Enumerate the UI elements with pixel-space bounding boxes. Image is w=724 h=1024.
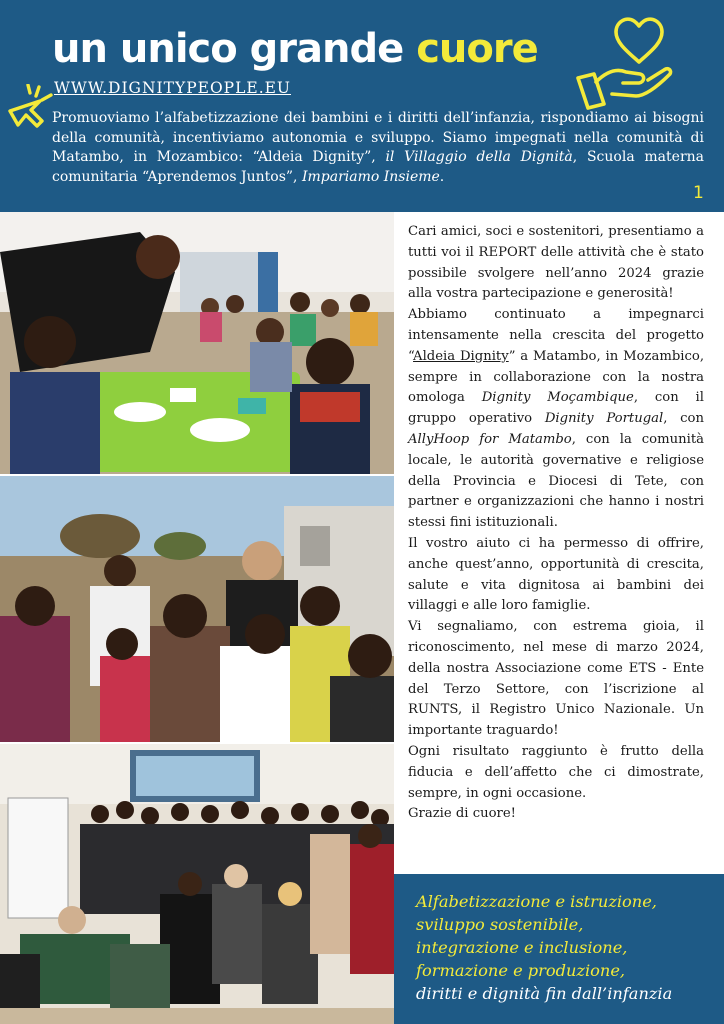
letter-paragraph-project: Abbiamo continuato a impegnarci intensamente nella crescita del progetto “Aldeia Dignity” a Matambo, in Mozambico, sempre in collaborazione con la nostra omologa Dignity Moçambique, con il gruppo operativo Dignity Portugal, con AllyHoop for Matambo, con la comunità locale, le autorità governative e religiose della Provincia e Diocesi di Tete, con partner e organizzazioni che hanno i nostri stessi fini istituzionali. [408,307,705,531]
letter-paragraph-recognition: Vi segnaliamo, con estrema gioia, il riconoscimento, nel mese di marzo 2024, della nostra Associazione come ETS - Ente del Terzo Settore, con l’iscrizione al RUNTS, il Registro Unico Nazionale. Un importante traguardo! [408,619,704,739]
goal-item: diritti e dignità fin dall’infanzia [416,984,673,1003]
title-accent: cuore [416,26,538,72]
goal-item: sviluppo sostenibile, [416,915,584,934]
page-number: 1 [693,183,704,203]
header-banner [0,0,724,212]
letter-paragraph-greeting: Cari amici, soci e sostenitori, presentiamo a tutti voi il REPORT delle attività che è stato possibile svolgere nell’anno 2024 grazie alla vostra partecipazione e generosità! [408,224,704,302]
goals-box [394,874,724,1024]
aldeia-dignity-link[interactable]: Aldeia Dignity [413,348,509,364]
goal-item: integrazione e inclusione, [416,938,628,957]
letter-paragraph-trust: Ogni risultato raggiunto è frutto della fiducia e dell’affetto che ci dimostrate, sempre, in ogni occasione. [408,743,704,801]
photo-group-indoor [0,744,394,1024]
goals-list [394,874,724,1005]
title-main: un unico grande [52,26,404,72]
photo-children-meal [0,212,394,474]
website-link[interactable]: WWW.DIGNITYPEOPLE.EU [54,79,291,97]
letter-body [408,222,704,825]
letter-paragraph-thanks: Grazie di cuore! [408,806,516,822]
heart-hand-icon [566,12,674,110]
goal-item: Alfabetizzazione e istruzione, [416,892,657,911]
intro-text: Promuoviamo l’alfabetizzazione dei bambini e i diritti dell’infanzia, rispondiamo ai bisogni della comunità, incentiviamo autonomia e sviluppo. Siamo impegnati nella comunità di Matambo, in Mozambico: “Aldeia Dignity”, il Villaggio della Dignità, Scuola materna comunitaria “Aprendemos Juntos”, Impariamo Insieme. [52,110,704,185]
page-title [52,26,538,72]
cursor-click-icon [4,84,54,136]
photo-outdoor-highfive [0,476,394,742]
goal-item: formazione e produzione, [416,961,626,980]
letter-paragraph-help: Il vostro aiuto ci ha permesso di offrire, anche quest’anno, opportunità di crescita, salute e vita dignitosa ai bambini dei villaggi e alle loro famiglie. [408,535,704,614]
